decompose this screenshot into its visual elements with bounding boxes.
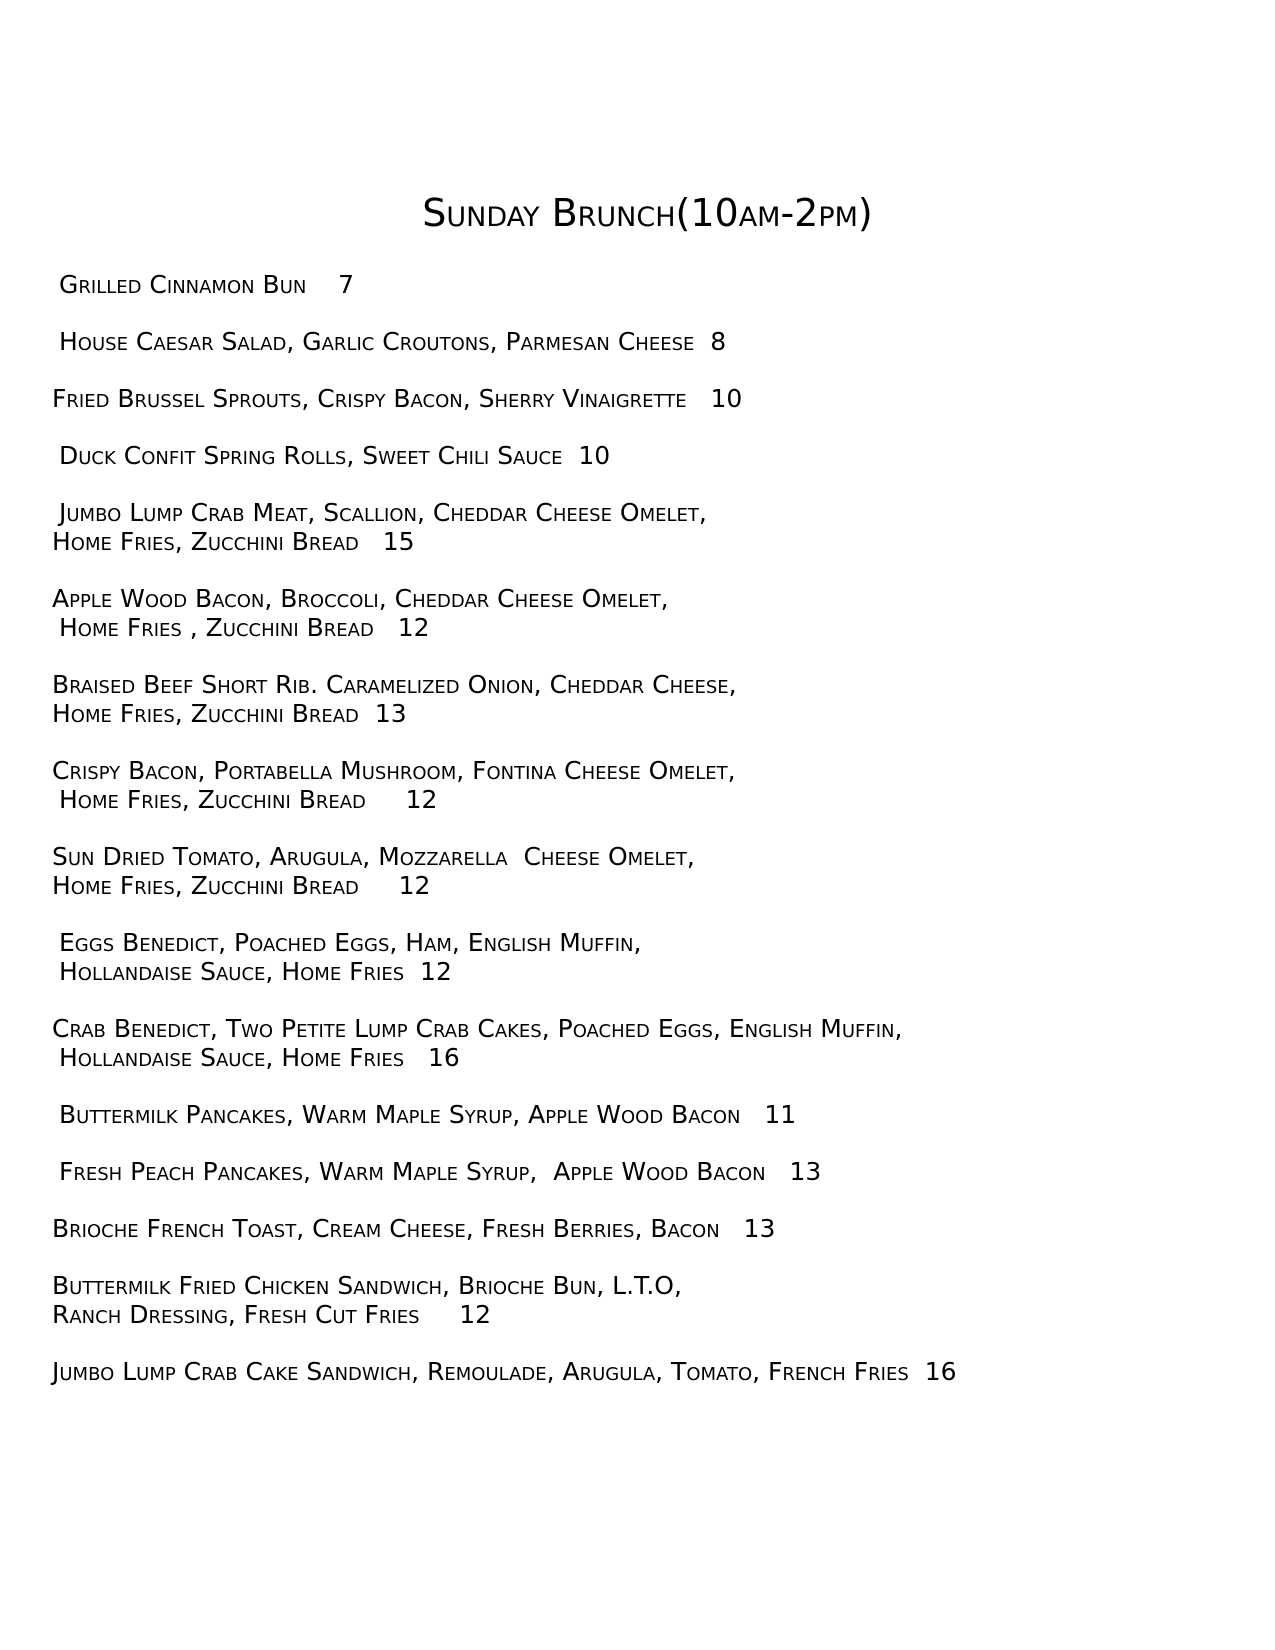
menu-item — [52, 384, 1242, 413]
menu-item-line — [52, 527, 1242, 556]
menu-item — [52, 842, 1242, 900]
menu-item — [52, 1214, 1242, 1243]
menu-item-price: 10 — [578, 441, 611, 470]
menu-item-price: 13 — [374, 699, 407, 728]
menu-item-name: Hollandaise Sauce, Home Fries — [59, 957, 405, 986]
menu-item-name: Home Fries, Zucchini Bread — [59, 785, 366, 814]
menu-item — [52, 1100, 1242, 1129]
menu-item — [52, 584, 1242, 642]
menu-item-line — [52, 441, 1242, 470]
menu-item-name: Buttermilk Pancakes, Warm Maple Syrup, Apple Wood Bacon — [59, 1100, 741, 1129]
menu-item — [52, 327, 1242, 356]
menu-item-line — [52, 270, 1242, 299]
menu-item-price: 11 — [764, 1100, 797, 1129]
menu-item-line — [52, 613, 1242, 642]
menu-item-name: Home Fries, Zucchini Bread — [52, 699, 359, 728]
menu-item — [52, 498, 1242, 556]
menu-item-name: Fresh Peach Pancakes, Warm Maple Syrup, Apple Wood Bacon — [59, 1157, 766, 1186]
menu-item-price: 15 — [382, 527, 415, 556]
menu-item — [52, 1157, 1242, 1186]
menu-item-line — [52, 785, 1242, 814]
menu-item-price: 16 — [924, 1357, 957, 1386]
menu-item-price: 10 — [710, 384, 743, 413]
menu-item-name: Fried Brussel Sprouts, Crispy Bacon, Sherry Vinaigrette — [52, 384, 687, 413]
menu-item — [52, 670, 1242, 728]
menu-item-line: Buttermilk Fried Chicken Sandwich, Brioche Bun, L.T.O, — [52, 1271, 682, 1300]
menu-item-name: Home Fries, Zucchini Bread — [52, 527, 359, 556]
menu-item-price: 12 — [420, 957, 452, 986]
menu-item — [52, 1271, 1242, 1329]
menu-item-line: Crab Benedict, Two Petite Lump Crab Cakes, Poached Eggs, English Muffin, — [52, 1014, 903, 1043]
menu-item — [52, 928, 1242, 986]
menu-item-line — [52, 1157, 1242, 1186]
menu-item-name: Hollandaise Sauce, Home Fries — [59, 1043, 405, 1072]
menu-item-line — [52, 1300, 1242, 1329]
menu-item-line — [52, 699, 1242, 728]
menu-item — [52, 1357, 1242, 1386]
menu-item-line — [52, 1100, 1242, 1129]
menu-item-price: 16 — [427, 1043, 460, 1072]
menu-item-line — [52, 871, 1242, 900]
menu-item-line — [52, 1357, 1242, 1386]
menu-item-price: 12 — [459, 1300, 492, 1329]
menu-item-price: 12 — [405, 785, 438, 814]
menu-item — [52, 441, 1242, 470]
menu-item-line: Apple Wood Bacon, Broccoli, Cheddar Cheese Omelet, — [52, 584, 669, 613]
menu-item-name: Duck Confit Spring Rolls, Sweet Chili Sauce — [59, 441, 563, 470]
menu-item-name: House Caesar Salad, Garlic Croutons, Parmesan Cheese — [59, 327, 695, 356]
menu-item-line — [52, 1043, 1242, 1072]
menu-item-price: 13 — [743, 1214, 776, 1243]
menu-item-price: 13 — [789, 1157, 822, 1186]
menu-item-price: 12 — [397, 613, 430, 642]
menu-item-price: 12 — [398, 871, 431, 900]
menu-item — [52, 270, 1242, 299]
menu-title: Sunday Brunch(10am-2pm) — [422, 191, 873, 235]
menu-item-price: 7 — [338, 270, 355, 299]
menu-item-line — [52, 384, 1242, 413]
menu-item-name: Brioche French Toast, Cream Cheese, Fresh Berries, Bacon — [52, 1214, 720, 1243]
menu-item-line — [52, 327, 1242, 356]
menu-item-line: Eggs Benedict, Poached Eggs, Ham, English Muffin, — [59, 928, 642, 957]
menu-item-name: Grilled Cinnamon Bun — [59, 270, 307, 299]
menu-item-line: Jumbo Lump Crab Meat, Scallion, Cheddar Cheese Omelet, — [59, 498, 707, 527]
menu-item — [52, 756, 1242, 814]
menu-item-name: Home Fries, Zucchini Bread — [52, 871, 359, 900]
menu-item-name: Ranch Dressing, Fresh Cut Fries — [52, 1300, 420, 1329]
menu-item — [52, 1014, 1242, 1072]
menu-item-line: Sun Dried Tomato, Arugula, Mozzarella Cheese Omelet, — [52, 842, 695, 871]
menu-item-line — [52, 1214, 1242, 1243]
menu-item-name: Home Fries , Zucchini Bread — [59, 613, 374, 642]
menu-item-line — [52, 957, 1242, 986]
menu-item-line: Braised Beef Short Rib. Caramelized Onion, Cheddar Cheese, — [52, 670, 737, 699]
menu-list — [52, 270, 1242, 1414]
menu-item-price: 8 — [710, 327, 727, 356]
menu-item-line: Crispy Bacon, Portabella Mushroom, Fontina Cheese Omelet, — [52, 756, 736, 785]
menu-item-name: Jumbo Lump Crab Cake Sandwich, Remoulade, Arugula, Tomato, French Fries — [52, 1357, 909, 1386]
